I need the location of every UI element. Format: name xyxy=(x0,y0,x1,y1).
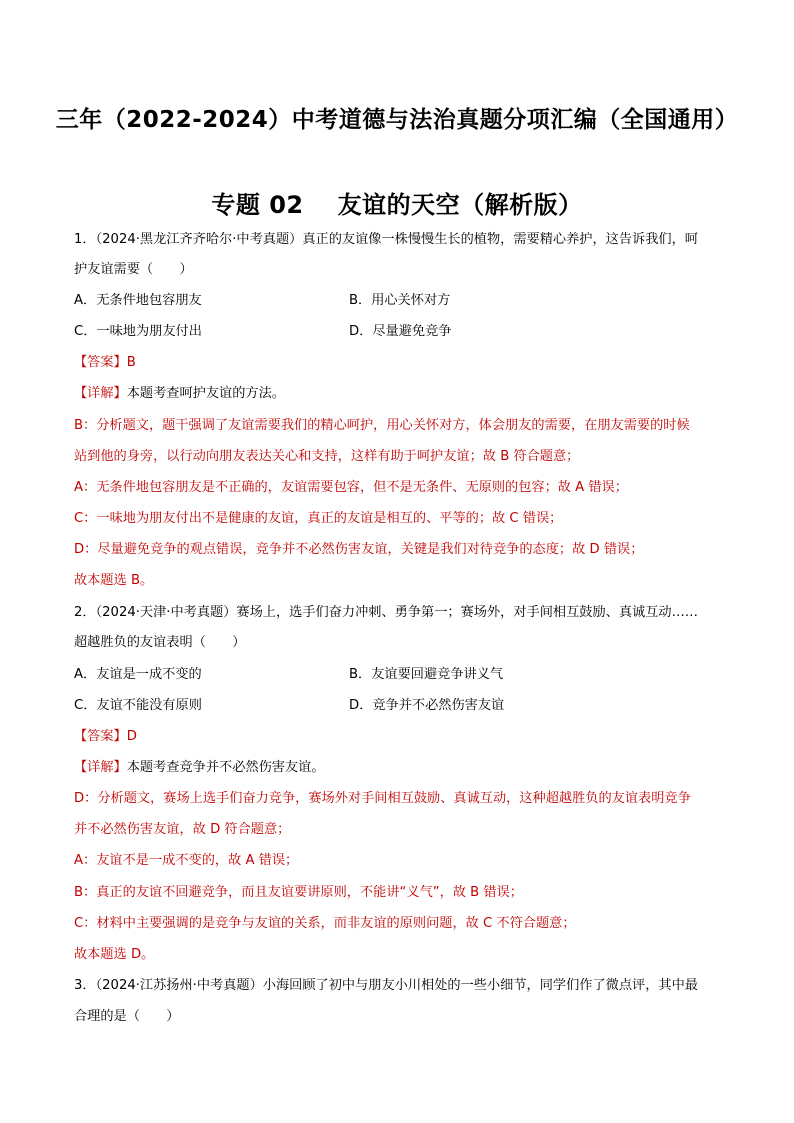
question-2-explain-line: A：友谊不是一成不变的，故 A 错误； xyxy=(74,853,299,868)
question-1-detail xyxy=(74,385,285,403)
question-2-explain-line: D：分析题文，赛场上选手们奋力竞争，赛场外对手间相互鼓励、真诚互动，这种超越胜负的友谊表明竞争 xyxy=(74,791,691,806)
question-1-stem-line1: 1．（2024·黑龙江齐齐哈尔·中考真题）真正的友谊像一株慢慢生长的植物，需要精心养护，这告诉我们，呵 xyxy=(74,232,698,247)
question-1-option-a: A．无条件地包容朋友 xyxy=(74,293,202,308)
question-2-explain-line: 并不必然伤害友谊，故 D 符合题意； xyxy=(74,822,291,837)
topic-name: 友谊的天空（解析版） xyxy=(337,191,583,219)
question-2-explain-line: B：真正的友谊不回避竞争，而且友谊要讲原则，不能讲“义气”，故 B 错误； xyxy=(74,885,523,900)
question-1-explain-line: D：尽量避免竞争的观点错误，竞争并不必然伤害友谊，关键是我们对待竞争的态度；故 D 错误； xyxy=(74,542,644,557)
question-2-option-b: B．友谊要回避竞争讲义气 xyxy=(349,667,504,682)
question-1-explain-line: A：无条件地包容朋友是不正确的，友谊需要包容，但不是无条件、无原则的包容；故 A 错误； xyxy=(74,480,628,495)
question-2-stem-line2: 超越胜负的友谊表明（ ） xyxy=(74,635,246,650)
topic-title xyxy=(0,185,794,220)
answer-tag: 【答案】 xyxy=(74,355,127,370)
question-2-conclusion: 故本题选 D。 xyxy=(74,947,155,962)
answer-tag: 【答案】 xyxy=(74,729,127,744)
question-2-stem-line1: 2．（2024·天津·中考真题）赛场上，选手们奋力冲刺、勇争第一；赛场外，对手间相互鼓励、真诚互动…… xyxy=(74,605,698,620)
question-2-explain-line: C：材料中主要强调的是竞争与友谊的关系，而非友谊的原则问题，故 C 不符合题意； xyxy=(74,916,576,931)
question-2-option-d: D．竞争并不必然伤害友谊 xyxy=(349,698,505,713)
answer-value: B xyxy=(126,355,136,370)
detail-intro: 本题考查呵护友谊的方法。 xyxy=(126,386,285,401)
question-3-stem-line2: 合理的是（ ） xyxy=(74,1009,180,1024)
answer-value: D xyxy=(126,729,137,744)
question-3-stem-line1: 3．（2024·江苏扬州·中考真题）小海回顾了初中与朋友小川相处的一些小细节，同学们作了微点评，其中最 xyxy=(74,978,698,993)
topic-number: 专题 02 xyxy=(211,191,304,219)
question-1-stem-line2: 护友谊需要（ ） xyxy=(74,262,193,277)
question-1-explain-line: C：一味地为朋友付出不是健康的友谊，真正的友谊是相互的、平等的；故 C 错误； xyxy=(74,511,563,526)
question-1-explain-line: B：分析题文，题干强调了友谊需要我们的精心呵护，用心关怀对方，体会朋友的需要，在朋友需要的时候 xyxy=(74,418,690,433)
question-2-option-a: A．友谊是一成不变的 xyxy=(74,667,202,682)
question-1-option-b: B．用心关怀对方 xyxy=(349,293,451,308)
question-1-answer xyxy=(74,354,136,372)
question-1-option-c: C．一味地为朋友付出 xyxy=(74,324,202,339)
question-2-option-c: C．友谊不能没有原则 xyxy=(74,698,202,713)
question-1-explain-line: 站到他的身旁，以行动向朋友表达关心和支持，这样有助于呵护友谊；故 B 符合题意； xyxy=(74,449,580,464)
detail-intro: 本题考查竞争并不必然伤害友谊。 xyxy=(126,760,325,775)
question-1-option-d: D．尽量避免竞争 xyxy=(349,324,452,339)
document-title: 三年（2022-2024）中考道德与法治真题分项汇编（全国通用） xyxy=(55,107,739,133)
question-2-detail xyxy=(74,759,325,777)
question-2-answer xyxy=(74,728,137,746)
detail-tag: 【详解】 xyxy=(74,386,127,401)
detail-tag: 【详解】 xyxy=(74,760,127,775)
question-1-conclusion: 故本题选 B。 xyxy=(74,573,154,588)
